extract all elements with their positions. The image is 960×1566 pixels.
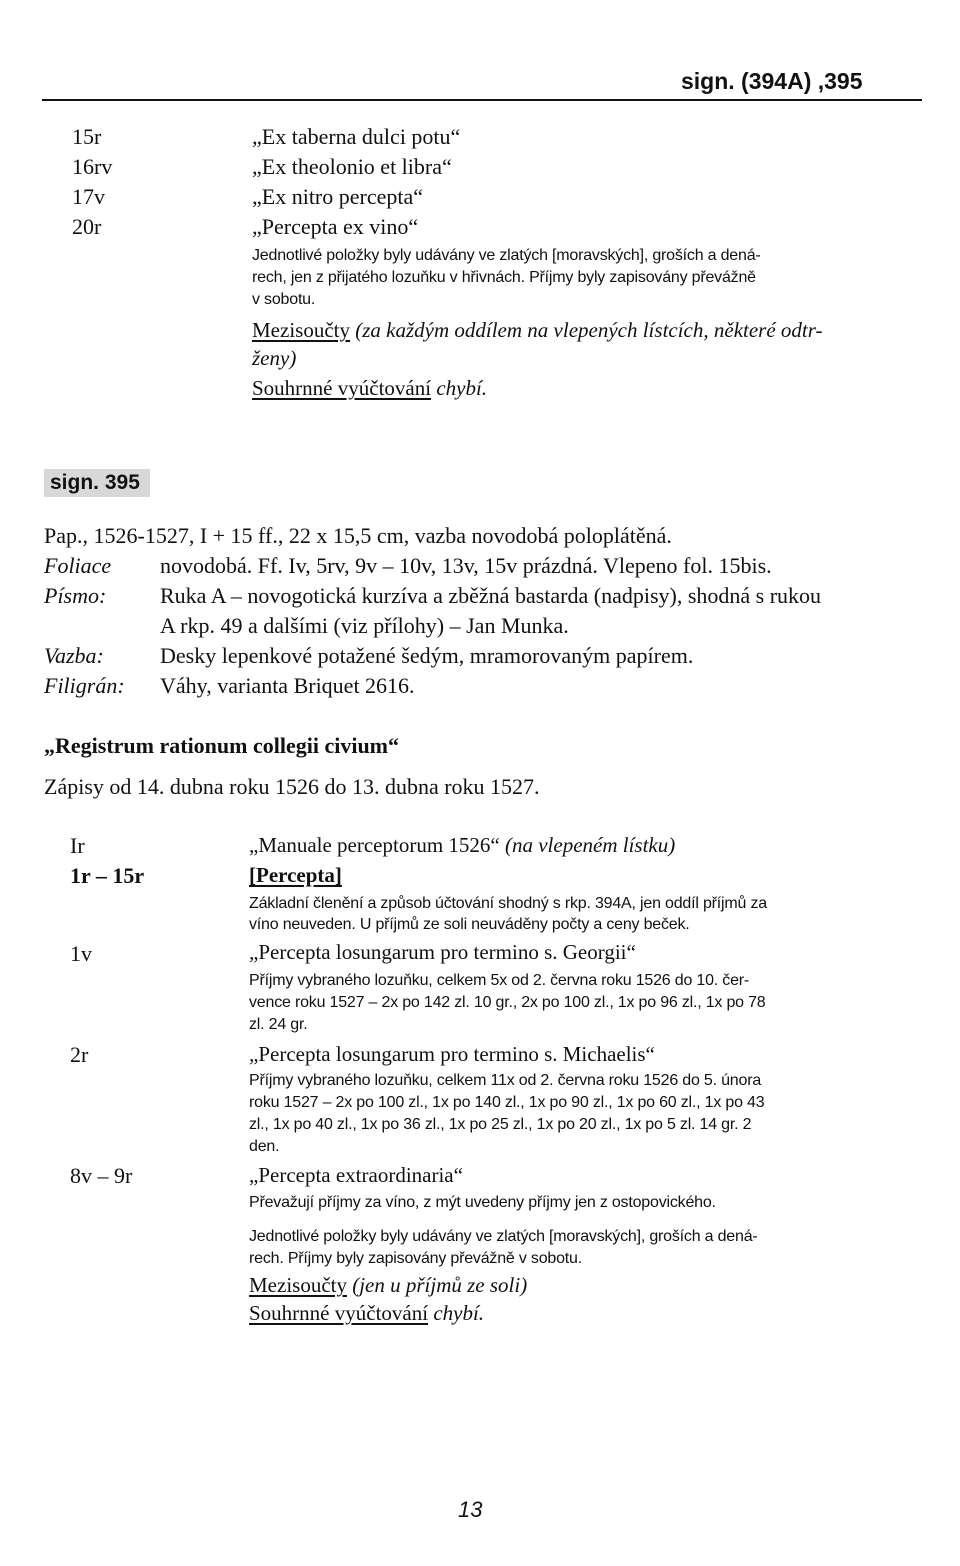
note-line: zl., 1x po 40 zl., 1x po 36 zl., 1x po 25 zl., 1x po 20 zl., 1x po 5 zl. 14 gr. 2	[249, 1116, 752, 1133]
foliace-text: novodobá. Ff. Iv, 5rv, 9v – 10v, 13v, 15v prázdná. Vlepeno fol. 15bis.	[160, 553, 772, 578]
entry-title: „Ex taberna dulci potu“	[252, 124, 461, 149]
summary-note: chybí.	[428, 1301, 485, 1325]
subtotals-note: (jen u příjmů ze soli)	[346, 1273, 528, 1297]
note-line: Základní členění a způsob účtování shodný s rkp. 394A, jen oddíl příjmů za	[249, 895, 767, 912]
entry-note-italic: (na vlepeném lístku)	[499, 833, 676, 857]
note-line: v sobotu.	[252, 291, 316, 308]
note-line: Jednotlivé položky byly udávány ve zlatých [moravských], groších a dená-	[252, 247, 761, 264]
summary-label: Souhrnné vyúčtování	[252, 376, 432, 400]
pismo-label: Písmo:	[44, 583, 107, 608]
filigran-text: Váhy, varianta Briquet 2616.	[160, 673, 415, 698]
note-line: víno neuveden. U příjmů ze soli neuváděny počty a ceny beček.	[249, 916, 690, 933]
bottom-subtotals	[249, 1271, 527, 1300]
page-number: 13	[458, 1497, 483, 1522]
folio-ref: 1r – 15r	[70, 863, 145, 888]
note-line: roku 1527 – 2x po 100 zl., 1x po 140 zl., 1x po 90 zl., 1x po 60 zl., 1x po 43	[249, 1094, 765, 1111]
summary-label: Souhrnné vyúčtování	[249, 1301, 429, 1325]
folio-ref: 17v	[72, 184, 105, 209]
vazba-label: Vazba:	[44, 643, 104, 668]
entry-title: [Percepta]	[249, 863, 342, 887]
bottom-summary	[249, 1299, 484, 1328]
registrum-dates: Zápisy od 14. dubna roku 1526 do 13. dubna roku 1527.	[44, 774, 540, 799]
registrum-title: „Registrum rationum collegii civium“	[44, 733, 400, 758]
entry-title: „Percepta losungarum pro termino s. Georgii“	[249, 940, 636, 964]
note-line: rech. Příjmy byly zapisovány převážně v sobotu.	[249, 1250, 582, 1267]
vazba-text: Desky lepenkové potažené šedým, mramorovaným papírem.	[160, 643, 694, 668]
folio-ref: 2r	[70, 1042, 89, 1067]
entry-title: „Percepta ex vino“	[252, 214, 419, 239]
folio-ref: 20r	[72, 214, 102, 239]
entry-title: „Manuale perceptorum 1526“	[249, 833, 500, 857]
note-line: vence roku 1527 – 2x po 142 zl. 10 gr., 2x po 100 zl., 1x po 96 zl., 1x po 78	[249, 994, 766, 1011]
folio-ref: 8v – 9r	[70, 1163, 133, 1188]
foliace-label: Foliace	[44, 553, 112, 578]
entry-title: „Percepta extraordinaria“	[249, 1163, 463, 1187]
folio-ref: 16rv	[72, 154, 113, 179]
top-subtotals-line-1	[252, 316, 823, 345]
entry-title: „Ex nitro percepta“	[252, 184, 424, 209]
subtotals-note: (za každým oddílem na vlepených lístcích, některé odtr-	[349, 318, 823, 342]
entry-title-line	[249, 831, 675, 860]
pismo-text-2: A rkp. 49 a dalšími (viz přílohy) – Jan Munka.	[160, 613, 569, 638]
note-line: den.	[249, 1138, 280, 1155]
note-line: zl. 24 gr.	[249, 1016, 308, 1033]
subtotals-label: Mezisoučty	[252, 318, 350, 342]
filigran-label: Filigrán:	[44, 673, 125, 698]
top-subtotals-line-2: ženy)	[252, 346, 297, 370]
note-line: Příjmy vybraného lozuňku, celkem 5x od 2. června roku 1526 do 10. čer-	[249, 972, 750, 989]
note-line: Převažují příjmy za víno, z mýt uvedeny příjmy jen z ostopovického.	[249, 1194, 716, 1211]
note-line: Jednotlivé položky byly udávány ve zlatých [moravských], groších a dená-	[249, 1228, 758, 1245]
folio-ref: Ir	[70, 833, 85, 858]
folio-ref: 15r	[72, 124, 102, 149]
entry-title: „Ex theolonio et libra“	[252, 154, 452, 179]
note-line: rech, jen z přijatého lozuňku v hřivnách. Příjmy byly zapisovány převážně	[252, 269, 756, 286]
top-summary	[252, 374, 487, 403]
folio-ref: 1v	[70, 941, 92, 966]
description-paper: Pap., 1526-1527, I + 15 ff., 22 x 15,5 cm, vazba novodobá poloplátěná.	[44, 523, 672, 548]
note-line: Příjmy vybraného lozuňku, celkem 11x od 2. června roku 1526 do 5. února	[249, 1072, 762, 1089]
pismo-text-1: Ruka A – novogotická kurzíva a zběžná bastarda (nadpisy), shodná s rukou	[160, 583, 822, 608]
running-header: sign. (394A) ,395	[681, 68, 863, 94]
summary-note: chybí.	[431, 376, 488, 400]
subtotals-label: Mezisoučty	[249, 1273, 347, 1297]
section-badge: sign. 395	[44, 469, 150, 497]
header-rule	[42, 99, 922, 101]
entry-title: „Percepta losungarum pro termino s. Michaelis“	[249, 1042, 655, 1066]
